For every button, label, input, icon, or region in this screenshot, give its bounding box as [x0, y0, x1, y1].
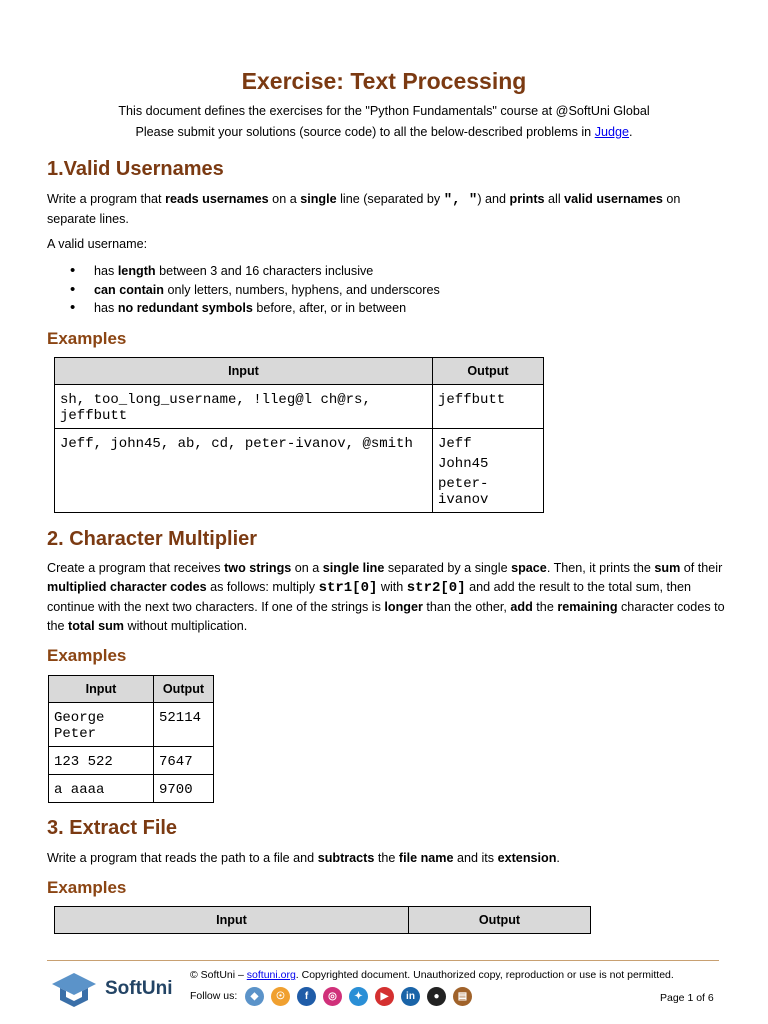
examples-heading: Examples — [47, 646, 127, 665]
output-cell: 52114 — [154, 703, 214, 747]
examples-table-extract-file — [54, 906, 591, 934]
intro-period: . — [629, 125, 633, 139]
page-number: Page 1 of 6 — [660, 992, 714, 1004]
output-cell: jeffbutt — [433, 385, 544, 429]
examples-table-valid-usernames — [54, 357, 544, 513]
section-3-description: Write a program that reads the path to a file and subtracts the file name and its extension. — [47, 851, 560, 865]
section-2-description: Create a program that receives two strings on a single line separated by a single space. Then, it prints the sum of their multiplied character codes as follows: multiply str1[0] with str2[0] and add the result to the total sum, then continue with the next two characters. If one of the strings is longer than the other, add the remaining character codes to the total sum without multiplication. — [47, 561, 725, 633]
output-cell: 9700 — [154, 775, 214, 803]
facebook-icon[interactable]: f — [297, 987, 316, 1006]
intro-line-1: This document defines the exercises for the "Python Fundamentals" course at @SoftUni Global — [118, 104, 650, 118]
input-cell: a aaaa — [49, 775, 154, 803]
section-heading-extract-file: 3. Extract File — [47, 817, 178, 839]
section-heading-valid-usernames: 1.Valid Usernames — [47, 158, 224, 180]
output-cell: 7647 — [154, 747, 214, 775]
column-header: Input — [55, 907, 409, 934]
twitter-icon[interactable]: ✦ — [349, 987, 368, 1006]
footer-divider — [47, 960, 719, 961]
table-row — [49, 747, 214, 775]
table-row — [55, 385, 544, 429]
column-header: Input — [55, 358, 433, 385]
column-header: Output — [433, 358, 544, 385]
linkedin-icon[interactable]: in — [401, 987, 420, 1006]
table-row — [49, 703, 214, 747]
input-cell: Jeff, john45, ab, cd, peter-ivanov, @smith — [55, 429, 433, 513]
input-cell: George Peter — [49, 703, 154, 747]
table-header-row — [55, 907, 591, 934]
list-item: • has no redundant symbols before, after, or in between — [70, 299, 440, 318]
youtube-icon[interactable]: ▶ — [375, 987, 394, 1006]
copyright-text: © SoftUni – softuni.org. Copyrighted document. Unauthorized copy, reproduction or use is not permitted. — [190, 969, 674, 981]
document-title: Exercise: Text Processing — [241, 68, 527, 94]
logo-text: SoftUni — [105, 978, 173, 999]
list-item: • has length between 3 and 16 characters inclusive — [70, 262, 440, 281]
intro-text: Please submit your solutions (source code) to all the below-described problems in — [135, 125, 595, 139]
valid-username-label: A valid username: — [47, 237, 148, 251]
examples-heading: Examples — [47, 329, 127, 348]
softuni-link[interactable]: softuni.org — [246, 969, 296, 981]
table-header-row — [55, 358, 544, 385]
table-row — [49, 775, 214, 803]
examples-heading: Examples — [47, 878, 127, 897]
column-header: Input — [49, 676, 154, 703]
column-header: Output — [154, 676, 214, 703]
input-cell: 123 522 — [49, 747, 154, 775]
softuni-foundation-icon[interactable]: ☉ — [271, 987, 290, 1006]
softuni-icon[interactable]: ◆ — [245, 987, 264, 1006]
output-cell: Jeff John45 peter-ivanov — [433, 429, 544, 513]
input-cell: sh, too_long_username, !lleg@l ch@rs, jeffbutt — [55, 385, 433, 429]
column-header: Output — [409, 907, 591, 934]
username-rules-list — [70, 262, 440, 318]
github-icon[interactable]: ● — [427, 987, 446, 1006]
table-row — [55, 429, 544, 513]
table-header-row — [49, 676, 214, 703]
intro-line-2 — [0, 125, 768, 139]
follow-us-label: Follow us: — [190, 990, 238, 1002]
section-heading-character-multiplier: 2. Character Multiplier — [47, 528, 258, 550]
judge-link[interactable]: Judge — [594, 125, 630, 139]
list-item: • can contain only letters, numbers, hyphens, and underscores — [70, 281, 440, 300]
podcast-icon[interactable]: ▤ — [453, 987, 472, 1006]
instagram-icon[interactable]: ◎ — [323, 987, 342, 1006]
section-1-description: Write a program that reads usernames on a single line (separated by ", ") and prints all valid usernames on separate lines. — [47, 192, 681, 226]
examples-table-character-multiplier — [48, 675, 214, 803]
